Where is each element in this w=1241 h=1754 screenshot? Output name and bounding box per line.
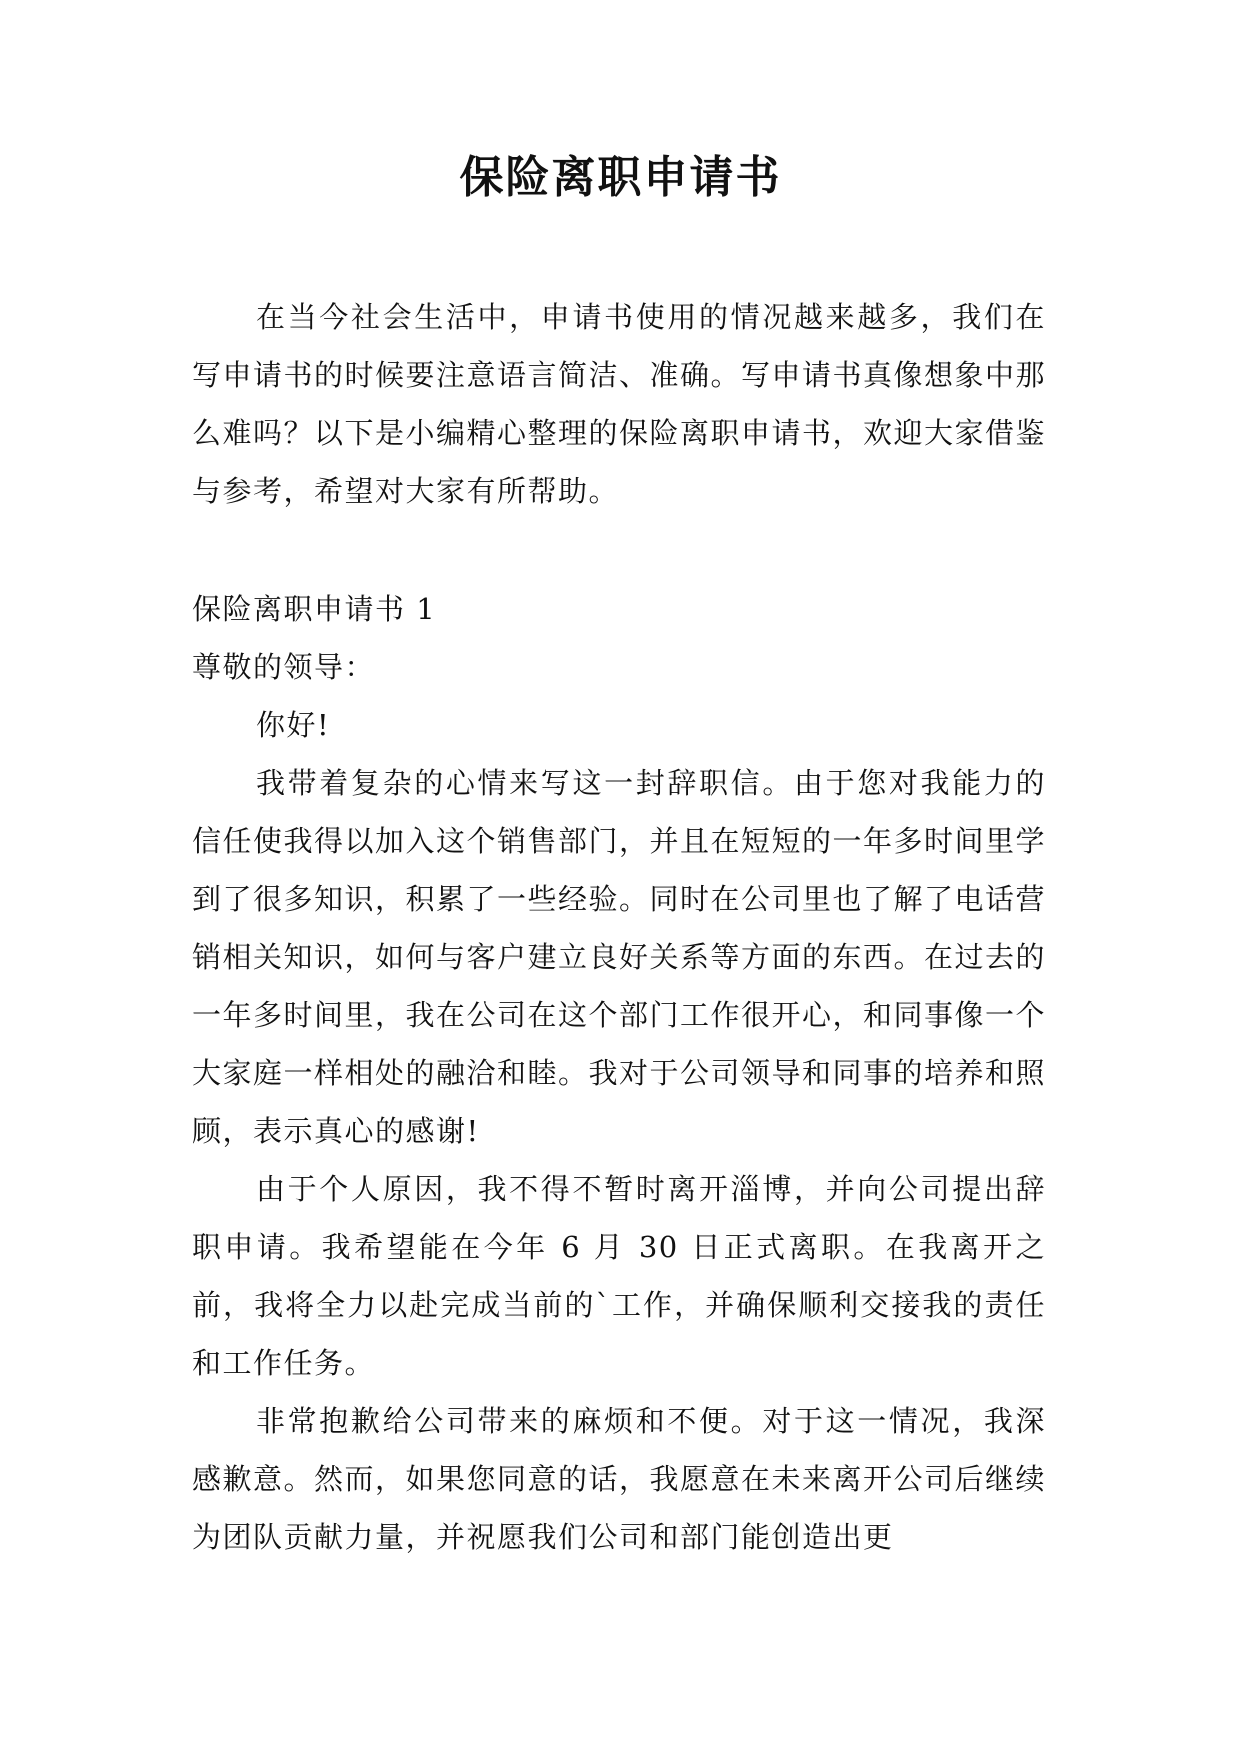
salutation: 尊敬的领导：	[192, 650, 376, 684]
document-title: 保险离职申请书	[459, 152, 782, 203]
body-paragraph: 由于个人原因，我不得不暂时离开淄博，并向公司提出辞职申请。我希望能在今年 6 月 30 日正式离职。在我离开之前，我将全力以赴完成当前的`工作，并确保顺利交接我的责任和工作任务。	[192, 1172, 1046, 1380]
letter-section	[192, 580, 1046, 1566]
intro-section	[192, 288, 1046, 520]
section-heading: 保险离职申请书 1	[192, 592, 437, 626]
body-paragraph: 我带着复杂的心情来写这一封辞职信。由于您对我能力的信任使我得以加入这个销售部门，并且在短短的一年多时间里学到了很多知识，积累了一些经验。同时在公司里也了解了电话营销相关知识，如何与客户建立良好关系等方面的东西。在过去的一年多时间里，我在公司在这个部门工作很开心，和同事像一个大家庭一样相处的融洽和睦。我对于公司领导和同事的培养和照顾，表示真心的感谢!	[192, 766, 1047, 1148]
greeting: 你好!	[256, 708, 331, 742]
body-paragraph: 非常抱歉给公司带来的麻烦和不便。对于这一情况，我深感歉意。然而，如果您同意的话，我愿意在未来离开公司后继续为团队贡献力量，并祝愿我们公司和部门能创造出更	[192, 1404, 1047, 1554]
intro-paragraph: 在当今社会生活中，申请书使用的情况越来越多，我们在写申请书的时候要注意语言简洁、准确。写申请书真像想象中那么难吗？以下是小编精心整理的保险离职申请书，欢迎大家借鉴与参考，希望对大家有所帮助。	[192, 300, 1047, 508]
